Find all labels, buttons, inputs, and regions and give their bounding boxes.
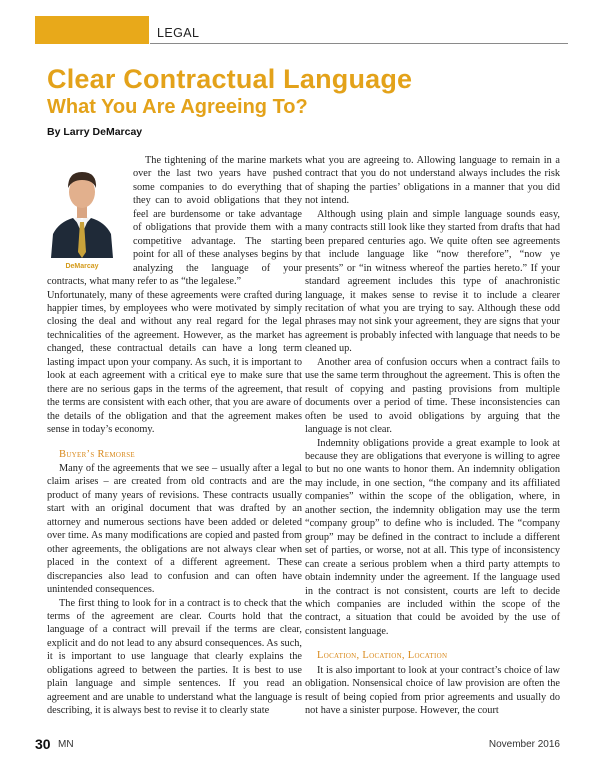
paragraph: The tightening of the marine markets over the last two years have pushed some companies to do everything that they can to avoid obligations that they feel are burdensome or take advantage of obligations that provide them with a competitive advantage. The starting point for all of these analyses begins by analyzing the language of your contracts, what many refer to as “the legalese.”	[47, 155, 302, 288]
paragraph: Unfortunately, many of these agreements were crafted during happier times, by employees who were motivated by simply closing the deal and without any real regard for the legal technicalities of the agreement. However, as the market has changed, these contractual details can have a long term lasting impact upon your company. As such, it is important to look at each agreement with a critical eye to make sure that there are no serious gaps in the terms of the agreement, that the terms are consistent with each other, that you are aware of the details of the obligation and that the agreement makes sense in today’s economy.	[47, 289, 302, 436]
paragraph: what you are agreeing to. Allowing language to remain in a contract that you do not understand always includes the risk of shaping the parties’ obligations in a manner that you did not intend.	[305, 155, 560, 207]
magazine-name: MN	[58, 739, 74, 750]
paragraph: Many of the agreements that we see – usually after a legal claim arises – are created from old contracts and are the product of many years of revisions. These contracts usually start with an original document that was drafted by an attorney and numerous sections have been added or deleted over time. As many modifications are copied and pasted from other agreements, the obligations are not always clear when placed in the context of a different agreement. These discrepancies also lead to confusion and can often have unintended consequences.	[47, 462, 302, 596]
paragraph: It is also important to look at your contract’s choice of law obligation. Nonsensical choice of law provision are often the result of being copied from prior agreements and usually do not have a sinister purpose. However, the court	[305, 664, 560, 717]
section-label: LEGAL	[157, 26, 200, 40]
issue-date: November 2016	[488, 739, 560, 750]
section-tab	[35, 16, 149, 44]
photo-caption: DeMarcay	[65, 263, 99, 270]
byline: By Larry DeMarcay	[47, 126, 143, 138]
paragraph: Although using plain and simple language sounds easy, many contracts still look like they started from drafts that had been prepared centuries ago. We quite often see agreements that include language like “now therefore”, “now ye presents” or “in witness whereof the parties hereto.” If your standard agreement includes this type of anachronistic language, it makes sense to revise it to include a clearer recitation of what you are trying to say. Although these odd phrases may not sink your agreement, they are signs that your agreement is probably infected with language that needs to be cleaned up.	[305, 208, 560, 355]
left-column	[47, 154, 302, 734]
article-subtitle: What You Are Agreeing To?	[47, 96, 308, 118]
paragraph: Indemnity obligations provide a great example to look at because they are obligations that everyone is willing to agree to but no one wants to honor them. An indemnity obligation may include, in one section, “the company and its affiliated companies” within the scope of the obligation, where, in another section, the indemnity obligation may use the term “company group” to define who is included. The “company group” may be defined in the contract to include a different set of parties, or worse, not at all. This type of inconsistency can create a serious problem when a third party attempts to obtain indemnity under the agreement. If the language used in the contract is not consistent, courts are left to decide which companies are included within the scope of the contract, a situation that could be avoided by the use of consistent language.	[305, 437, 560, 637]
author-portrait-image	[49, 154, 115, 258]
paragraph: The first thing to look for in a contract is to check that the terms of the agreement are clear. Courts hold that the language of a contract will prevail if the terms are clear, explicit and do not lead to any absurd consequences. As such, it is important to use language that clearly explains the obligations agreed to between the parties. It is best to use plain language and simple sentences. If you read an agreement and are unable to understand what the language is describing, it is always best to revise it to clearly state	[47, 597, 302, 717]
section-divider	[150, 43, 568, 44]
page-number: 30	[35, 736, 51, 752]
article-title: Clear Contractual Language	[47, 64, 413, 94]
author-photo	[49, 154, 115, 258]
subhead-buyers-remorse: Buyer’s Remorse	[59, 448, 135, 460]
subhead-location: Location, Location, Location	[317, 650, 448, 662]
author-photo-block	[47, 154, 127, 272]
right-column	[305, 154, 560, 734]
paragraph: Another area of confusion occurs when a contract fails to use the same term throughout the agreement. This is often the result of copying and pasting provisions from multiple documents over a period of time. These inconsistencies can often be used to avoid obligations by arguing that the language is not clear.	[305, 356, 560, 436]
